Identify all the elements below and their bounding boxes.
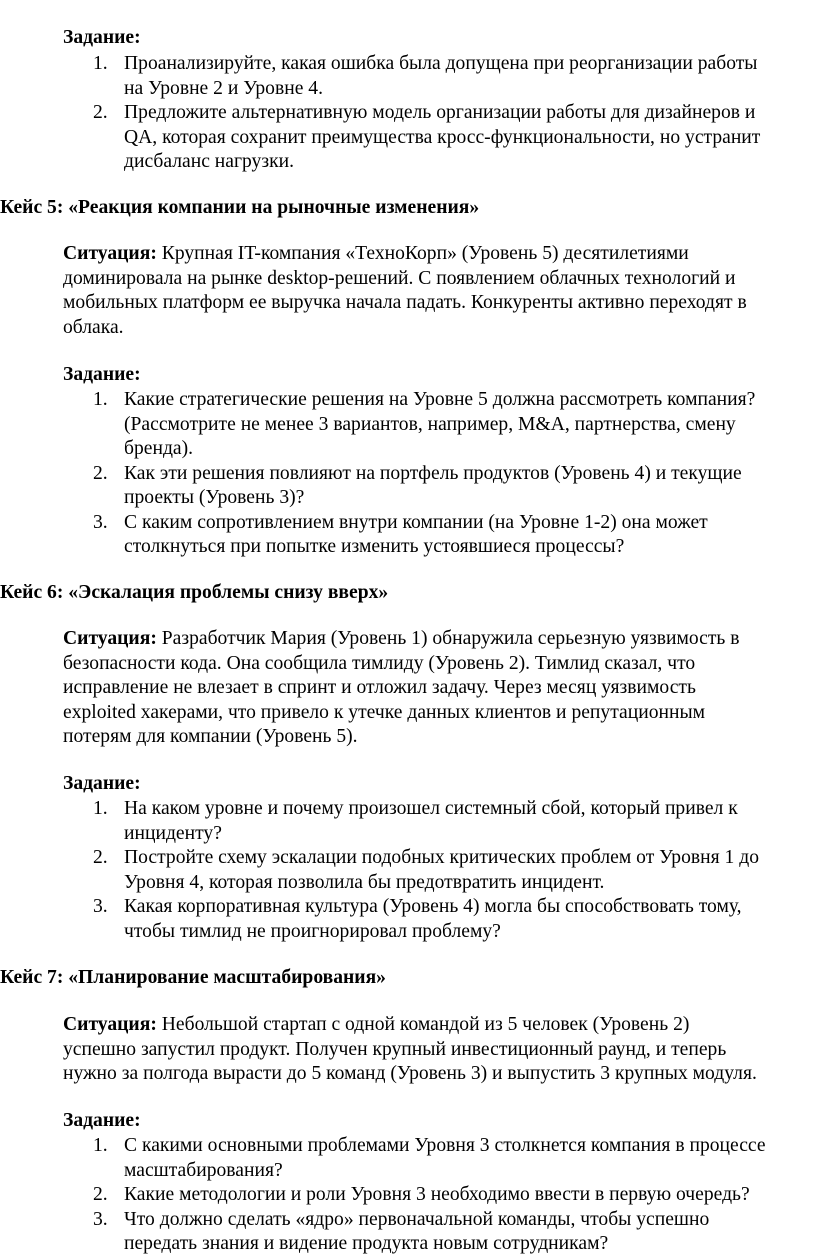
situation-paragraph: [63, 627, 815, 750]
item-text: С какими основными проблемами Уровня 3 столкнется компания в процессе: [124, 1135, 766, 1156]
situation-paragraph: [63, 242, 815, 340]
situation-line: безопасности кода. Она сообщила тимлиду (Уровень 2). Тимлид сказал, что: [63, 652, 696, 674]
list-item: [0, 1208, 816, 1257]
item-text: дисбаланс нагрузки.: [124, 151, 294, 172]
case-title: Кейс 6: «Эскалация проблемы снизу вверх»: [0, 582, 389, 603]
list-item: [0, 797, 816, 846]
item-text: Какие стратегические решения на Уровне 5 должна рассмотреть компания?: [124, 389, 756, 410]
task-heading: Задание:: [63, 27, 141, 48]
list-item: [0, 462, 816, 511]
item-number: 3.: [93, 896, 108, 917]
list-item: [0, 52, 816, 101]
item-text: Что должно сделать «ядро» первоначальной команды, чтобы успешно: [124, 1208, 710, 1230]
item-text: на Уровне 2 и Уровне 4.: [124, 77, 324, 99]
item-text: (Рассмотрите не менее 3 вариантов, например, M&A, партнерства, смену: [124, 413, 736, 435]
item-text: столкнуться при попытке изменить устоявшиеся процессы?: [124, 536, 625, 557]
task-list: [0, 388, 816, 560]
situation-line: мобильных платформ ее выручка начала падать. Конкуренты активно переходят в: [63, 292, 747, 313]
situation-line: доминировала на рынке desktop-решений. С появлением облачных технологий и: [63, 267, 736, 289]
situation-line: exploited хакерами, что привело к утечке данных клиентов и репутационным: [63, 701, 706, 723]
situation-line: потерям для компании (Уровень 5).: [63, 726, 358, 747]
situation-line: [63, 627, 815, 652]
item-text: проекты (Уровень 3)?: [124, 487, 305, 508]
task-list: [0, 797, 816, 944]
item-text: Проанализируйте, какая ошибка была допущена при реорганизации работы: [124, 53, 758, 74]
case-title: Кейс 7: «Планирование масштабирования»: [0, 967, 386, 988]
situation-line: [63, 1013, 815, 1038]
item-text: На каком уровне и почему произошел системный сбой, который привел к: [124, 798, 738, 819]
item-number: 1.: [93, 53, 108, 74]
item-number: 3.: [93, 511, 108, 533]
item-text: передать знания и видение продукта новым сотрудникам?: [124, 1233, 609, 1254]
item-number: 3.: [93, 1208, 108, 1230]
task-heading: Задание:: [63, 1110, 141, 1131]
item-text: бренда).: [124, 438, 194, 459]
situation-line: облака.: [63, 316, 124, 338]
item-number: 2.: [93, 1184, 108, 1205]
list-item: [0, 1183, 816, 1208]
item-text: чтобы тимлид не проигнорировал проблему?: [124, 920, 501, 942]
situation-line: [63, 242, 815, 267]
item-text: масштабирования?: [124, 1159, 283, 1181]
item-text: С каким сопротивлением внутри компании (на Уровне 1-2) она может: [124, 511, 708, 533]
list-item: [0, 846, 816, 895]
item-text: Предложите альтернативную модель организации работы для дизайнеров и: [124, 102, 756, 123]
task-heading: Задание:: [63, 773, 141, 794]
list-item: [0, 511, 816, 560]
item-text: инциденту?: [124, 822, 222, 844]
item-number: 2.: [93, 102, 108, 123]
task-list: [0, 52, 816, 175]
task-list: [0, 1134, 816, 1257]
situation-line: успешно запустил продукт. Получен крупный инвестиционный раунд, и теперь: [63, 1038, 727, 1060]
list-item: [0, 388, 816, 462]
situation-label: Ситуация:: [63, 243, 157, 264]
case-title: Кейс 5: «Реакция компании на рыночные изменения»: [0, 197, 480, 218]
situation-paragraph: [63, 1013, 815, 1087]
item-number: 2.: [93, 847, 108, 868]
situation-line: нужно за полгода вырасти до 5 команд (Уровень 3) и выпустить 3 крупных модуля.: [63, 1063, 757, 1084]
situation-text: Крупная IT-компания «ТехноКорп» (Уровень 5) десятилетиями: [156, 243, 689, 264]
task-heading: Задание:: [63, 364, 141, 385]
situation-text: Разработчик Мария (Уровень 1) обнаружила серьезную уязвимость в: [156, 628, 740, 649]
item-text: Какие методологии и роли Уровня 3 необходимо ввести в первую очередь?: [124, 1184, 750, 1205]
situation-label: Ситуация:: [63, 1014, 157, 1035]
situation-text: Небольшой стартап с одной командой из 5 человек (Уровень 2): [156, 1014, 690, 1035]
item-text: Как эти решения повлияют на портфель продуктов (Уровень 4) и текущие: [124, 462, 742, 484]
item-text: QA, которая сохранит преимущества кросс-функциональности, но устранит: [124, 126, 761, 148]
list-item: [0, 101, 816, 175]
situation-line: исправление не влезает в спринт и отложил задачу. Через месяц уязвимость: [63, 677, 696, 698]
list-item: [0, 895, 816, 944]
item-number: 2.: [93, 462, 108, 484]
item-number: 1.: [93, 1135, 108, 1156]
item-number: 1.: [93, 389, 108, 410]
list-item: [0, 1134, 816, 1183]
item-text: Уровня 4, которая позволила бы предотвратить инцидент.: [124, 871, 605, 893]
item-text: Постройте схему эскалации подобных критических проблем от Уровня 1 до: [124, 847, 760, 868]
item-text: Какая корпоративная культура (Уровень 4) могла бы способствовать тому,: [124, 896, 742, 917]
situation-label: Ситуация:: [63, 628, 157, 649]
item-number: 1.: [93, 798, 108, 819]
